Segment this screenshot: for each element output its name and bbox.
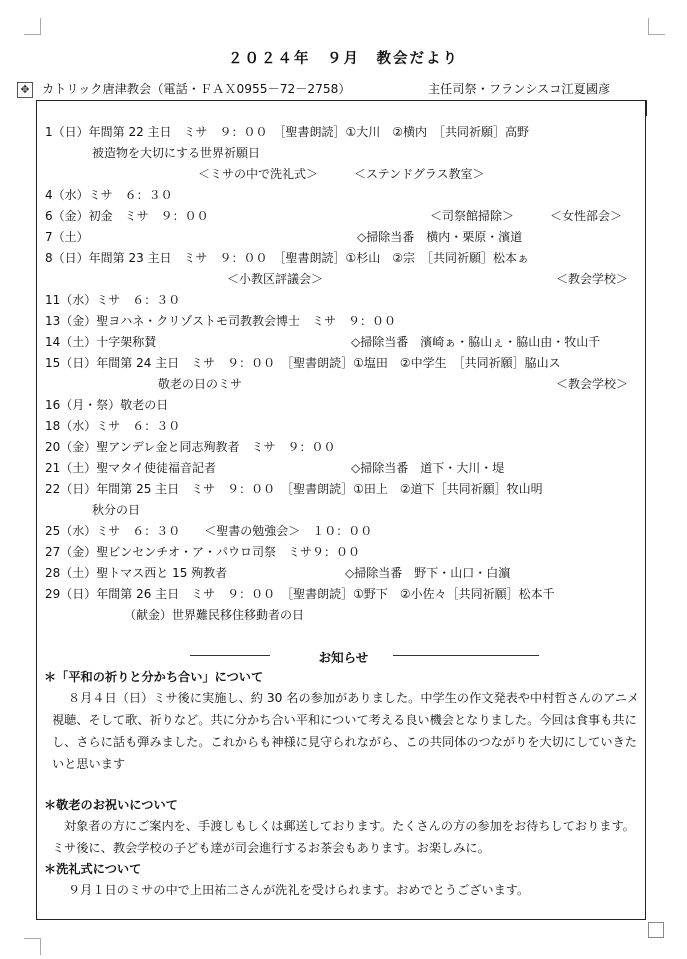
schedule-line: （献金）世界難民移住移動者の日 <box>124 608 305 622</box>
schedule-line: 14（土）十字架称賛 <box>45 335 157 349</box>
schedule-line: 16（月・祭）敬老の日 <box>45 398 169 412</box>
schedule-line: ＜小教区評議会＞ <box>227 272 324 286</box>
schedule-line: 11（水）ミサ ６：３０ <box>45 293 181 307</box>
schedule-line: 7（土） <box>45 230 89 244</box>
schedule-line-right: ＜教会学校＞ <box>556 272 629 286</box>
schedule-line: 18（水）ミサ ６：３０ <box>45 419 181 433</box>
schedule-line: 15（日）年間第 24 主日 ミサ ９：００ ［聖書朗読］①塩田 ②中学生 ［共同祈願］脇山ス <box>45 356 561 370</box>
table-resize-handle[interactable] <box>648 922 664 938</box>
divider <box>393 655 539 656</box>
schedule-line-right: ＜司祭館掃除＞ ＜女性部会＞ <box>430 209 623 223</box>
text-cursor <box>646 100 647 116</box>
schedule-line: 29（日）年間第 26 主日 ミサ ９：００ ［聖書朗読］①野下 ②小佐々［共同祈願］松本千 <box>45 587 555 601</box>
schedule-line: 21（土）聖マタイ使徒福音記者 <box>45 461 217 475</box>
schedule-line-right: ◇掃除当番 横内・栗原・濱道 <box>357 230 523 244</box>
schedule-line: 22（日）年間第 25 主日 ミサ ９：００ ［聖書朗読］①田上 ②道下［共同祈願］牧山明 <box>45 482 543 496</box>
schedule-line-right: ◇掃除当番 道下・大川・堤 <box>351 461 505 475</box>
schedule-line: 28（土）聖トマス西と 15 殉教者 <box>45 566 228 580</box>
schedule-line: 6（金）初金 ミサ ９：００ <box>45 209 209 223</box>
notice-body: 対象者の方にご案内を、手渡しもしくは郵送しております。たくさんの方の参加をお待ちしております。ミサ後に、教会学校の子ども達が司会進行するお茶会もあります。お楽しみに。 <box>52 819 635 855</box>
schedule-line-right: ◇掃除当番 野下・山口・白濵 <box>345 566 511 580</box>
page-corner-mark <box>24 18 41 35</box>
schedule-line: 27（金）聖ビンセンチオ・ア・パウロ司祭 ミサ９：００ <box>45 545 361 559</box>
notices-title: お知らせ <box>318 650 369 665</box>
page-title: ２０２４年 ９月 教会だより <box>228 51 459 67</box>
church-info: カトリック唐津教会（電話・ＦＡＸ0955－72－2758） <box>42 82 351 96</box>
notice-body: ９月１日のミサの中で上田祐二さんが洗礼を受けられます。おめでとうございます。 <box>68 883 530 897</box>
page-corner-mark <box>24 938 41 955</box>
schedule-line: 秋分の日 <box>92 503 141 517</box>
page-corner-mark <box>648 18 665 35</box>
schedule-line: 敬老の日のミサ <box>158 377 243 391</box>
schedule-line: 1（日）年間第 22 主日 ミサ ９：００ ［聖書朗読］①大川 ②横内 ［共同祈願］高野 <box>45 125 530 139</box>
notice-heading: ＊洗礼式について <box>44 862 142 876</box>
notice-heading: ＊敬老のお祝いについて <box>44 798 178 812</box>
schedule-line: 13（金）聖ヨハネ・クリゾストモ司教教会博士 ミサ ９：００ <box>45 314 397 328</box>
schedule-line: 20（金）聖アンデレ金と同志殉教者 ミサ ９：００ <box>45 440 336 454</box>
priest-info: 主任司祭・フランシスコ江夏國彦 <box>428 82 611 96</box>
schedule-line: 8（日）年間第 23 主日 ミサ ９：００ ［聖書朗読］①杉山 ②宗 ［共同祈願］松本ぁ <box>45 251 530 265</box>
notice-body: ８月４日（日）ミサ後に実施し、約 30 名の参加がありました。中学生の作文発表や中村哲さんのアニメ視聴、そして歌、祈りなど。共に分かち合い平和について考える良い機会となりました。今回は食事も共にし、さらに話も弾みました。これからも神様に見守られながら、この共同体のつながりを大切にしていきたいと思います <box>52 691 640 771</box>
schedule-line-right: ＜教会学校＞ <box>556 377 629 391</box>
schedule-line: 被造物を大切にする世界祈願日 <box>92 146 261 160</box>
schedule-line: 4（水）ミサ ６：３０ <box>45 188 173 202</box>
schedule-line: 25（水）ミサ ６：３０ ＜聖書の勉強会＞ １０：００ <box>45 524 373 538</box>
schedule-line: ＜ミサの中で洗礼式＞ ＜ステンドグラス教室＞ <box>198 167 485 181</box>
notice-heading: ＊「平和の祈りと分かち合い」について <box>44 670 264 684</box>
table-move-handle-icon[interactable]: ✥ <box>17 82 33 98</box>
schedule-line-right: ◇掃除当番 濱崎ぁ・脇山ぇ・脇山由・牧山千 <box>351 335 601 349</box>
